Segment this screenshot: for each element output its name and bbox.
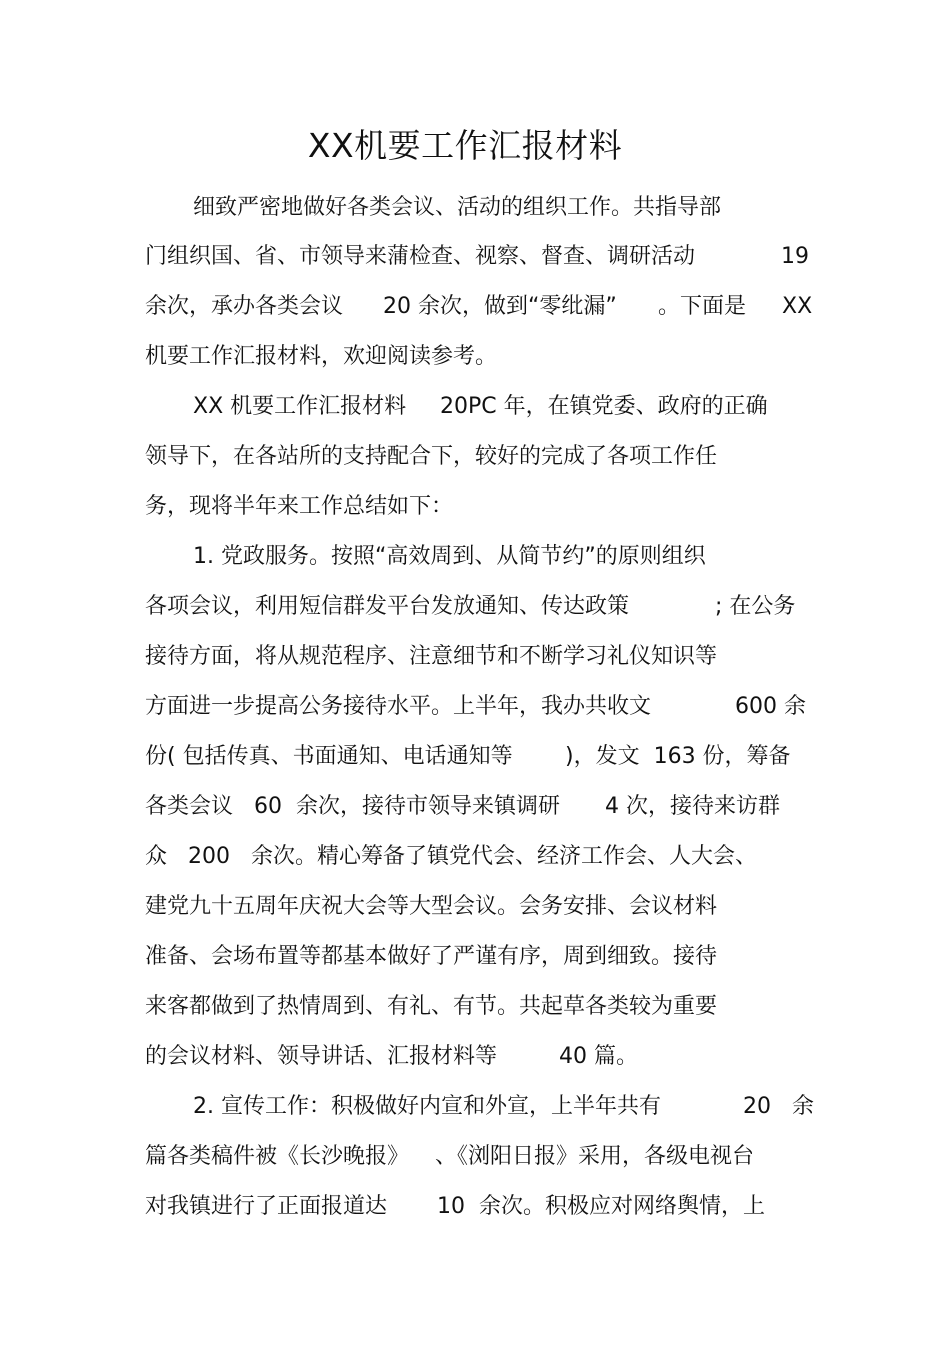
body-line <box>145 937 825 977</box>
body-line <box>145 837 825 877</box>
text-segment: 篇各类稿件被《长沙晚报》 <box>145 1144 410 1169</box>
body-line <box>145 637 825 677</box>
body-line <box>145 387 825 427</box>
document-title: XX机要工作汇报材料 <box>307 126 623 165</box>
body-line <box>145 587 825 627</box>
body-line <box>145 687 825 727</box>
text-segment: 10 余次。积极应对网络舆情，上 <box>437 1194 765 1219</box>
text-segment: 机要工作汇报材料，欢迎阅读参考。 <box>145 344 498 369</box>
text-segment: 份( 包括传真、书面通知、电话通知等 <box>145 744 513 769</box>
text-segment: 。下面是 <box>658 294 747 319</box>
text-segment: 2. 宣传工作：积极做好内宣和外宣，上半年共有 <box>193 1094 661 1119</box>
body-line <box>145 887 825 927</box>
text-segment: 务，现将半年来工作总结如下： <box>145 494 454 519</box>
text-segment: 的会议材料、领导讲话、汇报材料等 <box>145 1044 498 1069</box>
text-segment: 领导下，在各站所的支持配合下，较好的完成了各项工作任 <box>145 444 718 469</box>
text-segment: 各类会议 60 余次，接待市领导来镇调研 <box>145 794 560 819</box>
text-segment: )，发文 163 份，筹备 <box>565 744 791 769</box>
text-segment: XX 机要工作汇报材料 <box>193 394 407 419</box>
text-segment: 20 余 <box>743 1094 814 1119</box>
body-line <box>145 237 825 277</box>
text-segment: 4 次，接待来访群 <box>605 794 780 819</box>
text-segment: 20PC 年，在镇党委、政府的正确 <box>440 394 768 419</box>
body-line <box>145 1187 825 1227</box>
text-segment: 方面进一步提高公务接待水平。上半年，我办共收文 <box>145 694 652 719</box>
text-segment: 建党九十五周年庆祝大会等大型会议。会务安排、会议材料 <box>145 894 718 919</box>
text-segment: 接待方面，将从规范程序、注意细节和不断学习礼仪知识等 <box>145 644 718 669</box>
text-segment: 来客都做到了热情周到、有礼、有节。共起草各类较为重要 <box>145 994 718 1019</box>
text-segment: 、《浏阳日报》采用，各级电视台 <box>435 1144 755 1169</box>
text-segment: 准备、会场布置等都基本做好了严谨有序，周到细致。接待 <box>145 944 718 969</box>
body-line <box>145 787 825 827</box>
text-segment: 1. 党政服务。按照“高效周到、从简节约”的原则组织 <box>193 544 706 569</box>
body-line <box>145 437 825 477</box>
text-segment: 门组织国、省、市领导来蒲检查、视察、督查、调研活动 <box>145 244 696 269</box>
text-segment: 20 余次，做到“零纰漏” <box>383 294 617 319</box>
body-line <box>145 987 825 1027</box>
text-segment: 对我镇进行了正面报道达 <box>145 1194 388 1219</box>
text-segment: XX <box>782 294 813 319</box>
text-segment: 各项会议，利用短信群发平台发放通知、传达政策 <box>145 594 630 619</box>
body-line <box>145 1037 825 1077</box>
body-line <box>145 487 825 527</box>
text-segment: 19 <box>781 244 809 269</box>
body-line <box>145 337 825 377</box>
body-line <box>145 1137 825 1177</box>
text-segment: 600 余 <box>735 694 806 719</box>
text-segment: 细致严密地做好各类会议、活动的组织工作。共指导部 <box>193 195 722 220</box>
body-line <box>145 287 825 327</box>
text-segment: 余次，承办各类会议 <box>145 294 344 319</box>
text-segment: 众 200 余次。精心筹备了镇党代会、经济工作会、人大会、 <box>145 844 757 869</box>
body-line <box>145 1087 825 1127</box>
text-segment: ; 在公务 <box>715 594 796 619</box>
body-line <box>145 188 825 228</box>
text-segment: 40 篇。 <box>559 1044 638 1069</box>
body-line <box>145 737 825 777</box>
body-line <box>145 537 825 577</box>
